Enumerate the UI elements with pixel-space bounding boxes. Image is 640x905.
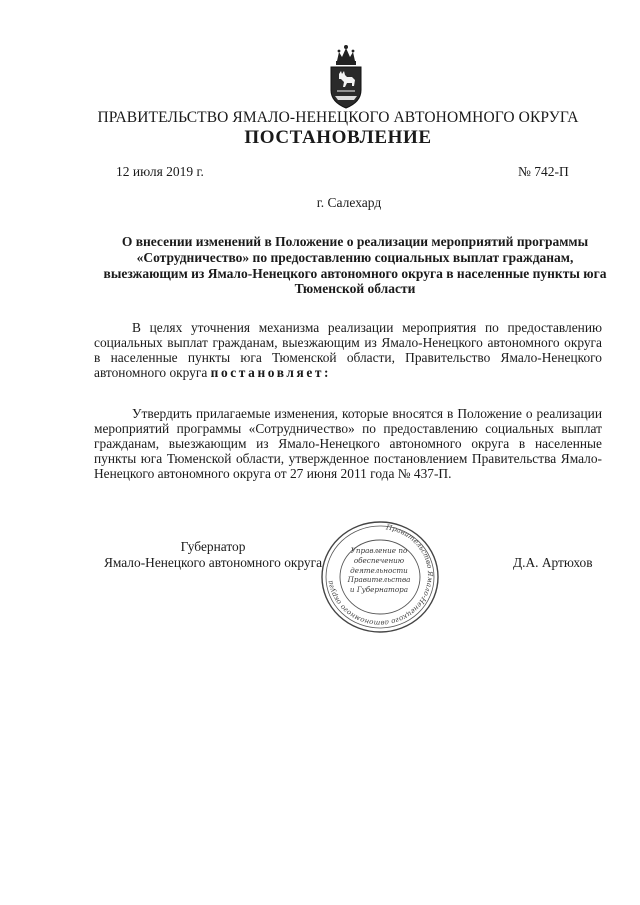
yanao-coat-of-arms-icon — [327, 44, 365, 110]
document-subject: О внесении изменений в Положение о реализации мероприятий программы «Сотрудничество» по предоставлению социальных выплат гражданам, выезжающим из Ямало-Ненецкого автономного округа в населенные пункты юга Тюменской области — [103, 234, 607, 297]
stamp-line: обеспечению — [353, 555, 405, 565]
resolution-verb: постановляет: — [210, 364, 332, 380]
government-name: ПРАВИТЕЛЬСТВО ЯМАЛО-НЕНЕЦКОГО АВТОНОМНОГО ОКРУГА — [97, 109, 579, 126]
signer-title — [94, 539, 332, 571]
document-city: г. Салехард — [316, 195, 382, 210]
stamp-line: Правительства — [347, 575, 411, 585]
document-type: ПОСТАНОВЛЕНИЕ — [244, 127, 432, 148]
stamp-ring-text: Правительство Ямало-Ненецкого автономного округа — [326, 523, 435, 628]
document-number: № 742-П — [518, 164, 569, 179]
stamp-line: и Губернатора — [349, 585, 409, 595]
paragraph-1-text: В целях уточнения механизма реализации мероприятия по предоставлению социальных выплат гражданам, выезжающим из Ямало-Ненецкого автономного округа в населенные пункты юга Тюменской области, Правительство Ямало-Ненецкого автономного округа — [94, 320, 602, 380]
document-date: 12 июля 2019 г. — [116, 164, 204, 179]
stamp-inner-text — [336, 546, 422, 595]
signer-title-line-2: Ямало-Ненецкого автономного округа — [103, 555, 323, 570]
stamp-line: Управление по — [350, 546, 408, 555]
body-paragraph-1 — [94, 321, 602, 381]
stamp-line: деятельности — [350, 565, 408, 575]
signer-name: Д.А. Артюхов — [513, 555, 593, 570]
signer-title-line-1: Губернатор — [180, 539, 246, 554]
body-paragraph-2: Утвердить прилагаемые изменения, которые вносятся в Положение о реализации мероприятий программы «Сотрудничество» по предоставлению социальных выплат гражданам, выезжающим из Ямало-Ненецкого автономного округа в населенные пункты юга Тюменской области, утвержденное постановлением Правительства Ямало-Ненецкого автономного округа от 27 июня 2011 года № 437-П. — [94, 406, 602, 481]
